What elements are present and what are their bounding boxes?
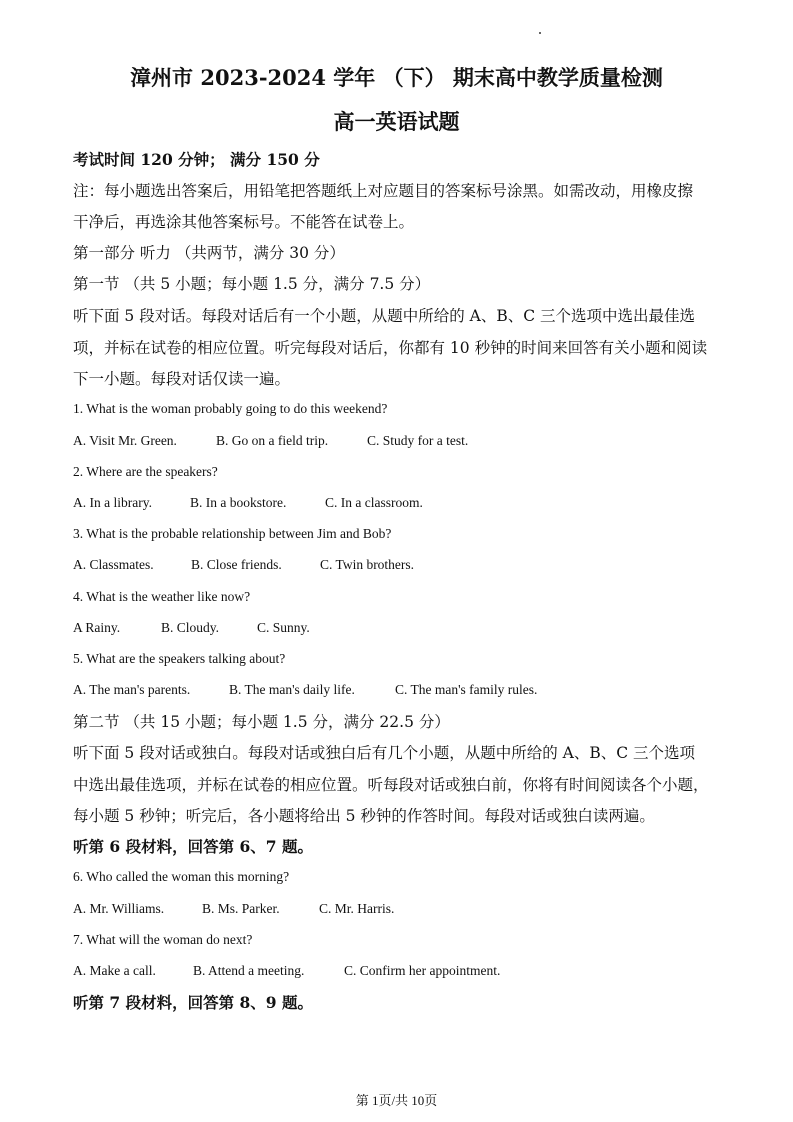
options-4: [73, 619, 310, 637]
question-7: 7. What will the woman do next?: [73, 932, 253, 947]
option-a: A. In a library.: [73, 495, 152, 510]
option-b: B. The man's daily life.: [229, 682, 355, 697]
page-number: 第 1页/共 10页: [355, 1093, 438, 1108]
option-a: A Rainy.: [73, 620, 121, 635]
scan-dot: [539, 32, 541, 34]
section1-instr-1: 听下面 5 段对话。每段对话后有一个小题，从题中所给的 A、B、C 三个选项中选出最佳选: [73, 307, 696, 325]
part1-heading: 第一部分 听力 （共两节，满分 30 分）: [73, 244, 345, 262]
question-6: 6. Who called the woman this morning?: [73, 869, 290, 884]
material-7-heading: 听第 7 段材料，回答第 8、9 题。: [73, 993, 313, 1012]
question-5: 5. What are the speakers talking about?: [73, 651, 286, 666]
option-a: A. Visit Mr. Green.: [73, 433, 177, 448]
option-b: B. Close friends.: [191, 557, 282, 572]
section1-instr-3: 下一小题。每段对话仅读一遍。: [73, 370, 291, 388]
option-a: A. Classmates.: [73, 557, 154, 572]
options-3: [73, 556, 414, 574]
exam-title: 漳州市 2023-2024 学年 （下） 期末高中教学质量检测: [130, 65, 663, 90]
option-b: B. Cloudy.: [161, 620, 220, 635]
note-line-1: 注：每小题选出答案后，用铅笔把答题纸上对应题目的答案标号涂黑。如需改动，用橡皮擦: [73, 182, 694, 200]
question-3: 3. What is the probable relationship between Jim and Bob?: [73, 526, 392, 541]
option-c: C. Study for a test.: [367, 433, 469, 448]
option-c: C. The man's family rules.: [395, 682, 538, 697]
option-c: C. Sunny.: [257, 620, 310, 635]
option-c: C. Confirm her appointment.: [344, 963, 501, 978]
section1-heading: 第一节 （共 5 小题；每小题 1.5 分，满分 7.5 分）: [73, 275, 431, 293]
section2-instr-2: 中选出最佳选项，并标在试卷的相应位置。听每段对话或独白前，你将有时间阅读各个小题，: [73, 776, 709, 794]
option-b: B. Attend a meeting.: [193, 963, 305, 978]
options-1: [73, 432, 468, 450]
note-line-2: 干净后，再选涂其他答案标号。不能答在试卷上。: [73, 213, 415, 231]
time-score: 考试时间 120 分钟； 满分 150 分: [73, 150, 320, 169]
question-2: 2. Where are the speakers?: [73, 464, 218, 479]
option-b: B. In a bookstore.: [190, 495, 287, 510]
material-6-heading: 听第 6 段材料，回答第 6、7 题。: [73, 837, 313, 856]
option-a: A. Mr. Williams.: [73, 901, 165, 916]
options-6: [73, 900, 394, 918]
section2-instr-1: 听下面 5 段对话或独白。每段对话或独白后有几个小题，从题中所给的 A、B、C 三个选项: [73, 744, 696, 762]
options-7: [73, 962, 500, 980]
section2-instr-3: 每小题 5 秒钟；听完后，各小题将给出 5 秒钟的作答时间。每段对话或独白读两遍。: [73, 807, 655, 825]
option-c: C. In a classroom.: [325, 495, 423, 510]
section1-instr-2: 项，并标在试卷的相应位置。听完每段对话后，你都有 10 秒钟的时间来回答有关小题和阅读: [73, 339, 708, 357]
option-b: B. Ms. Parker.: [202, 901, 280, 916]
option-c: C. Mr. Harris.: [319, 901, 395, 916]
question-4: 4. What is the weather like now?: [73, 589, 251, 604]
question-1: 1. What is the woman probably going to do this weekend?: [73, 401, 388, 416]
option-c: C. Twin brothers.: [320, 557, 415, 572]
section2-heading: 第二节 （共 15 小题；每小题 1.5 分，满分 22.5 分）: [73, 713, 450, 731]
option-a: A. The man's parents.: [73, 682, 191, 697]
options-5: [73, 681, 537, 699]
exam-subtitle: 高一英语试题: [333, 109, 460, 134]
option-a: A. Make a call.: [73, 963, 156, 978]
option-b: B. Go on a field trip.: [216, 433, 329, 448]
options-2: [73, 494, 423, 512]
